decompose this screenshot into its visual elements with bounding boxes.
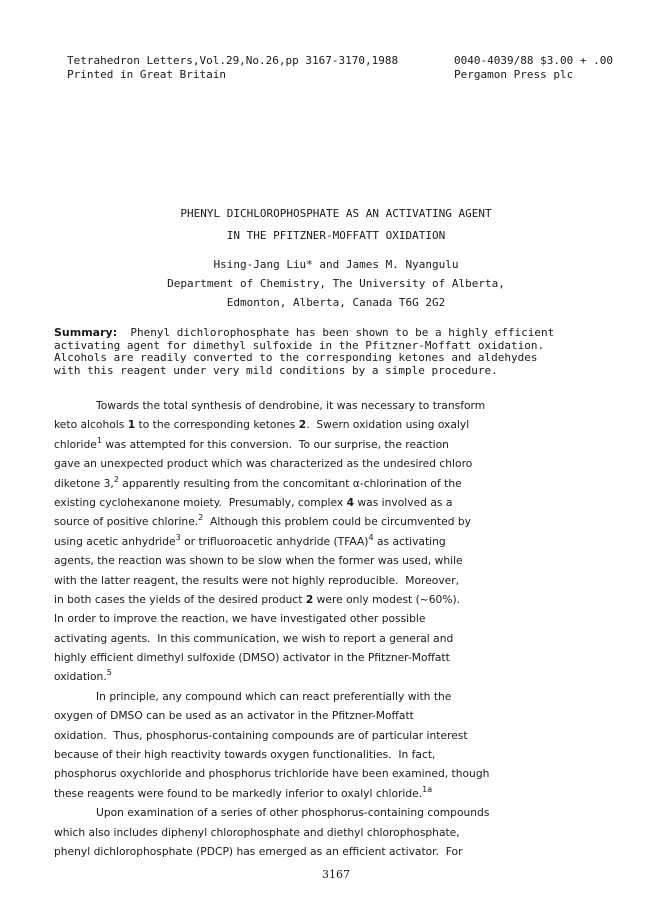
journal-citation bbox=[67, 54, 398, 82]
body-line: Upon examination of a series of other phosphorus-containing compounds bbox=[96, 806, 490, 820]
body-line: which also includes diphenyl chlorophosphate and diethyl chlorophosphate, bbox=[54, 825, 460, 839]
reference-superscript: 5 bbox=[106, 668, 112, 678]
body-line: oxidation.$^5$ bbox=[54, 668, 112, 684]
reference-superscript: 3 bbox=[175, 532, 181, 542]
publisher-info bbox=[454, 54, 613, 82]
body-line: highly efficient dimethyl sulfoxide (DMSO) activator in the Pfitzner-Moffatt bbox=[54, 651, 450, 665]
body-line: In order to improve the reaction, we have investigated other possible bbox=[54, 612, 426, 626]
summary-line-2: activating agent for dimethyl sulfoxide in the Pfitzner-Moffatt oxidation. bbox=[54, 338, 545, 352]
compound-ref: 4 bbox=[346, 495, 355, 509]
summary-line-4: with this reagent under very mild conditions by a simple procedure. bbox=[54, 363, 498, 377]
compound-ref: 2 bbox=[298, 418, 307, 432]
body-line: keto alcohols 1 to the corresponding ketones 2. Swern oxidation using oxalyl bbox=[54, 418, 470, 432]
affiliation-line-1: Department of Chemistry, The University of Alberta, bbox=[167, 277, 505, 290]
author-block bbox=[0, 255, 672, 312]
body-line: agents, the reaction was shown to be slow when the former was used, while bbox=[54, 554, 463, 568]
body-text bbox=[54, 396, 634, 861]
reference-superscript: 2 bbox=[113, 474, 119, 484]
body-line: Towards the total synthesis of dendrobine, it was necessary to transform bbox=[96, 399, 486, 412]
publisher-line: Pergamon Press plc bbox=[454, 68, 574, 81]
body-line: In principle, any compound which can react preferentially with the bbox=[96, 689, 452, 703]
article-title bbox=[0, 203, 672, 247]
issn-price-line: 0040-4039/88 $3.00 + .00 bbox=[454, 54, 613, 67]
body-line: oxidation. Thus, phosphorus-containing compounds are of particular interest bbox=[54, 728, 468, 742]
affiliation-line-2: Edmonton, Alberta, Canada T6G 2G2 bbox=[226, 296, 446, 309]
body-line: diketone 3,$^2$ apparently resulting from the concomitant α-chlorination of the bbox=[54, 474, 462, 490]
title-line-2: IN THE PFITZNER-MOFFATT OXIDATION bbox=[226, 229, 446, 242]
body-line: oxygen of DMSO can be used as an activator in the Pfitzner-Moffatt bbox=[54, 709, 414, 723]
body-line: activating agents. In this communication, we wish to report a general and bbox=[54, 631, 454, 645]
body-line: in both cases the yields of the desired product 2 were only modest (~60%). bbox=[54, 592, 461, 606]
body-line: phosphorus oxychloride and phosphorus trichloride have been examined, though bbox=[54, 767, 490, 781]
body-line: using acetic anhydride$^3$ or trifluoroacetic anhydride (TFAA)$^4$ as activating bbox=[54, 532, 446, 548]
body-line: chloride$^1$ was attempted for this conversion. To our surprise, the reaction bbox=[54, 435, 449, 451]
printed-in-line: Printed in Great Britain bbox=[67, 68, 226, 81]
body-line: gave an unexpected product which was characterized as the undesired chloro bbox=[54, 457, 473, 471]
reference-superscript: 4 bbox=[368, 532, 374, 542]
summary-line-3: Alcohols are readily converted to the corresponding ketones and aldehydes bbox=[54, 351, 538, 365]
summary-line-1: Phenyl dichlorophosphate has been shown to be a highly efficient bbox=[117, 326, 555, 339]
reference-superscript: 2 bbox=[198, 513, 204, 523]
body-line: phenyl dichlorophosphate (PDCP) has emerged as an efficient activator. For bbox=[54, 844, 463, 858]
compound-ref: 2 bbox=[305, 592, 314, 606]
body-line: these reagents were found to be markedly inferior to oxalyl chloride.$^{1a}$ bbox=[54, 784, 433, 800]
compound-ref: 1 bbox=[127, 418, 136, 432]
body-line: because of their high reactivity towards oxygen functionalities. In fact, bbox=[54, 748, 436, 762]
reference-superscript: 1a bbox=[422, 784, 433, 794]
body-line: existing cyclohexanone moiety. Presumably, complex 4 was involved as a bbox=[54, 495, 453, 509]
citation-line: Tetrahedron Letters,Vol.29,No.26,pp 3167-3170,1988 bbox=[67, 54, 399, 67]
body-line: source of positive chlorine.$^2$ Although this problem could be circumvented by bbox=[54, 513, 471, 529]
summary-label: Summary: bbox=[54, 326, 118, 339]
body-line: with the latter reagent, the results were not highly reproducible. Moreover, bbox=[54, 573, 460, 587]
reference-superscript: 1 bbox=[96, 435, 102, 445]
title-line-1: PHENYL DICHLOROPHOSPHATE AS AN ACTIVATING AGENT bbox=[180, 207, 492, 220]
authors: Hsing-Jang Liu* and James M. Nyangulu bbox=[213, 258, 459, 271]
page-number: 3167 bbox=[322, 868, 350, 881]
abstract bbox=[54, 327, 624, 377]
